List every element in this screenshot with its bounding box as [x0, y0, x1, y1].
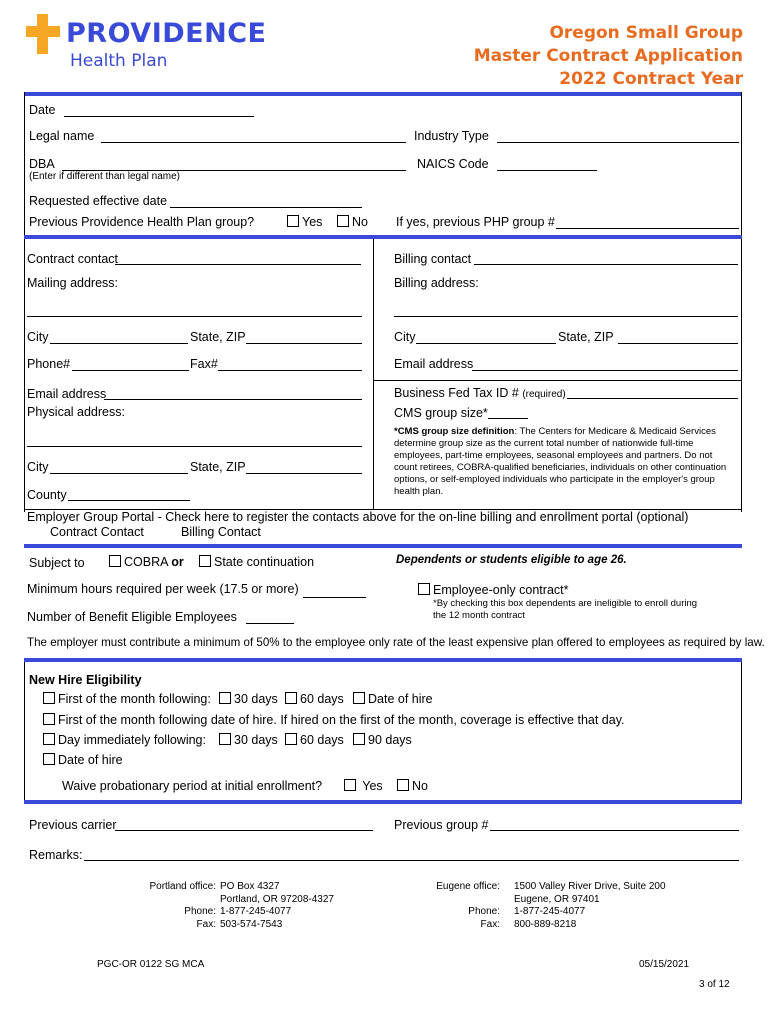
- employee-only-label: Employee-only contract: [433, 583, 564, 597]
- portland-fax: 503-574-7543: [220, 918, 283, 930]
- billing-state-zip-label: State, ZIP: [558, 330, 614, 344]
- title-line-1: Oregon Small Group: [549, 23, 743, 43]
- billing-address-label: Billing address:: [394, 276, 479, 290]
- previous-group-field[interactable]: [490, 830, 739, 831]
- min-hours-field[interactable]: [303, 597, 366, 598]
- cms-definition-title: *CMS group size definition: [394, 426, 515, 437]
- day-immediately-label: Day immediately following:: [58, 733, 206, 747]
- new-hire-border-left: [24, 662, 25, 800]
- day-immediately-row[interactable]: [43, 733, 206, 747]
- form-date: 05/15/2021: [639, 959, 690, 970]
- date-field[interactable]: [64, 116, 254, 117]
- form-border-right: [741, 92, 742, 512]
- state-continuation-checkbox[interactable]: [199, 555, 211, 567]
- first-of-month-label: First of the month following:: [58, 692, 211, 706]
- fax-field[interactable]: [218, 370, 362, 371]
- billing-contact-label: Billing contact: [394, 252, 472, 266]
- fom-30-option[interactable]: [219, 692, 278, 706]
- employee-only-checkbox[interactable]: [418, 583, 430, 595]
- yes-label: Yes: [302, 215, 323, 229]
- di-90-label: 90 days: [368, 733, 412, 747]
- billing-state-zip-field[interactable]: [618, 343, 738, 344]
- state-continuation-label: State continuation: [214, 555, 315, 569]
- portland-address-2: Portland, OR 97208-4327: [220, 893, 334, 905]
- mailing-address-field[interactable]: [27, 316, 362, 317]
- portland-phone-label: Phone:: [184, 906, 216, 917]
- fom-date-of-hire-label: Date of hire: [368, 692, 433, 706]
- first-of-month-checkbox[interactable]: [43, 692, 55, 704]
- state-zip-field[interactable]: [246, 343, 362, 344]
- effective-date-label: Requested effective date: [29, 194, 168, 208]
- employee-only-option[interactable]: [418, 583, 569, 597]
- portland-phone: 1-877-245-4077: [220, 906, 292, 917]
- naics-label: NAICS Code: [417, 157, 489, 171]
- logo-wordmark: PROVIDENCE: [66, 18, 267, 49]
- fom-60-label: 60 days: [300, 692, 344, 706]
- legal-name-field[interactable]: [101, 142, 406, 143]
- section-divider: [24, 658, 742, 662]
- remarks-field[interactable]: [84, 860, 739, 861]
- portal-billing-contact[interactable]: Billing Contact: [181, 525, 261, 539]
- portland-labels: [149, 881, 216, 931]
- billing-contact-field[interactable]: [474, 264, 738, 265]
- num-eligible-label: Number of Benefit Eligible Employees: [27, 610, 237, 624]
- title-line-3: 2022 Contract Year: [559, 69, 743, 89]
- di-30-option[interactable]: [219, 733, 278, 747]
- page-number: 3 of 12: [699, 979, 730, 990]
- page-title: [474, 22, 743, 91]
- eugene-address-2: Eugene, OR 97401: [514, 893, 600, 905]
- cobra-label: COBRA: [124, 555, 168, 569]
- dba-label: DBA: [29, 157, 55, 171]
- prev-group-no[interactable]: [337, 215, 368, 229]
- prev-php-field[interactable]: [556, 228, 739, 229]
- physical-address-field[interactable]: [27, 446, 362, 447]
- contract-contact-label: Contract contact: [27, 252, 119, 266]
- portal-text: Employer Group Portal - Check here to register the contacts above for the on-line billing and enrollment portal (optional): [27, 510, 689, 524]
- date-label: Date: [29, 103, 56, 117]
- di-90-option[interactable]: [353, 733, 412, 747]
- effective-date-field[interactable]: [170, 207, 362, 208]
- portland-office-label: Portland office:: [149, 881, 216, 892]
- state-continuation-option[interactable]: [199, 555, 314, 569]
- legal-name-label: Legal name: [29, 129, 95, 143]
- di-60-option[interactable]: [285, 733, 344, 747]
- column-divider: [373, 239, 374, 509]
- fom-date-of-hire-option[interactable]: [353, 692, 433, 706]
- di-30-label: 30 days: [234, 733, 278, 747]
- city-label-2: City: [27, 460, 49, 474]
- required-note: (required): [522, 389, 566, 400]
- di-60-checkbox[interactable]: [285, 733, 297, 745]
- state-zip-label-2: State, ZIP: [190, 460, 246, 474]
- cobra-option[interactable]: [109, 555, 184, 569]
- title-line-2: Master Contract Application: [473, 46, 743, 66]
- section-divider: [24, 235, 742, 239]
- date-of-hire-label: Date of hire: [58, 753, 123, 767]
- cobra-checkbox[interactable]: [109, 555, 121, 567]
- portland-values: [220, 881, 334, 931]
- eugene-phone: 1-877-245-4077: [514, 906, 586, 917]
- fom-60-option[interactable]: [285, 692, 344, 706]
- city-label: City: [27, 330, 49, 344]
- dba-note: (Enter if different than legal name): [29, 171, 181, 182]
- or-label: or: [171, 555, 184, 569]
- first-following-hire-label: First of the month following date of hire. If hired on the first of the month, coverage is effective that day.: [58, 713, 625, 727]
- subject-to-label: Subject to: [29, 556, 85, 570]
- cms-definition: [394, 426, 734, 498]
- mailing-address-label: Mailing address:: [27, 276, 119, 290]
- first-following-hire-row[interactable]: [43, 713, 625, 727]
- remarks-label: Remarks:: [29, 848, 83, 862]
- employee-only-note: *By checking this box dependents are ineligible to enroll during the 12 month contract: [433, 598, 698, 621]
- phone-field[interactable]: [72, 370, 189, 371]
- waive-label: Waive probationary period at initial enrollment?: [62, 779, 323, 793]
- new-hire-border-right: [741, 662, 742, 800]
- logo-subtitle: Health Plan: [70, 51, 168, 71]
- portland-fax-label: Fax:: [196, 918, 216, 930]
- form-border-left: [24, 92, 25, 512]
- email-field[interactable]: [104, 399, 362, 400]
- fax-label: Fax#: [190, 357, 218, 371]
- first-following-hire-checkbox[interactable]: [43, 713, 55, 725]
- eugene-fax-label: Fax:: [480, 918, 500, 930]
- fom-60-checkbox[interactable]: [285, 692, 297, 704]
- waive-no-option[interactable]: [397, 779, 428, 793]
- cms-definition-text: : The Centers for Medicare & Medicaid Services determine group size as the current total number of nationwide full-time employees, part-time employees, seasonal employees and partners. Do not count retirees, COBRA-qualified beneficiaries, individuals on other continuation options, or self-employed individuals who participate in the employer's group health plan.: [394, 426, 727, 497]
- city-field-2[interactable]: [50, 473, 188, 474]
- state-zip-label: State, ZIP: [190, 330, 246, 344]
- waive-yes-checkbox[interactable]: [344, 779, 356, 791]
- waive-no-checkbox[interactable]: [397, 779, 409, 791]
- county-field[interactable]: [68, 500, 190, 501]
- row-divider: [373, 380, 741, 381]
- no-label: No: [352, 215, 368, 229]
- new-hire-title: New Hire Eligibility: [29, 673, 142, 687]
- first-of-month-row[interactable]: [43, 692, 211, 706]
- day-immediately-checkbox[interactable]: [43, 733, 55, 745]
- previous-carrier-label: Previous carrier: [29, 818, 117, 832]
- yes-checkbox[interactable]: [287, 215, 299, 227]
- city-field[interactable]: [50, 343, 188, 344]
- waive-yes-label: Yes: [362, 779, 383, 793]
- di-60-label: 60 days: [300, 733, 344, 747]
- fed-tax-text: Business Fed Tax ID #: [394, 386, 519, 400]
- county-label: County: [27, 488, 67, 502]
- portland-address-1: PO Box 4327: [220, 881, 280, 892]
- eugene-address-1: 1500 Valley River Drive, Suite 200: [514, 881, 666, 892]
- section-divider: [24, 544, 742, 548]
- fed-tax-label: [394, 386, 566, 400]
- email-label: Email address: [27, 387, 107, 401]
- fom-30-checkbox[interactable]: [219, 692, 231, 704]
- billing-email-label: Email address: [394, 357, 474, 371]
- eugene-values: [514, 881, 666, 931]
- date-of-hire-row[interactable]: [43, 753, 123, 767]
- portal-contract-contact[interactable]: Contract Contact: [50, 525, 144, 539]
- contribution-note: The employer must contribute a minimum of 50% to the employee only rate of the least expensive plan offered to employees as required by law.: [27, 636, 765, 649]
- billing-email-field[interactable]: [472, 370, 738, 371]
- billing-city-label: City: [394, 330, 416, 344]
- eugene-fax: 800-889-8218: [514, 918, 577, 930]
- prev-group-yes[interactable]: [287, 215, 322, 229]
- prev-group-label: Previous Providence Health Plan group?: [29, 215, 255, 229]
- section-divider: [24, 92, 742, 96]
- industry-type-label: Industry Type: [414, 129, 489, 143]
- billing-city-field[interactable]: [416, 343, 556, 344]
- no-checkbox[interactable]: [337, 215, 349, 227]
- state-zip-field-2[interactable]: [246, 473, 362, 474]
- prev-php-label: If yes, previous PHP group #: [396, 215, 555, 229]
- providence-cross-icon: [26, 14, 60, 54]
- eugene-phone-label: Phone:: [468, 906, 500, 917]
- dependents-note: Dependents or students eligible to age 26.: [396, 554, 627, 566]
- cms-size-label: CMS group size*: [394, 406, 488, 420]
- phone-label: Phone#: [27, 357, 71, 371]
- form-id: PGC-OR 0122 SG MCA: [97, 959, 205, 970]
- section-divider: [24, 800, 742, 804]
- industry-type-field[interactable]: [497, 142, 739, 143]
- eugene-labels: [436, 881, 500, 931]
- cms-size-field[interactable]: [488, 418, 528, 419]
- billing-address-field[interactable]: [394, 316, 738, 317]
- di-30-checkbox[interactable]: [219, 733, 231, 745]
- previous-carrier-field[interactable]: [115, 830, 373, 831]
- fom-30-label: 30 days: [234, 692, 278, 706]
- num-eligible-field[interactable]: [246, 623, 294, 624]
- employee-only-star: *: [563, 583, 569, 597]
- di-90-checkbox[interactable]: [353, 733, 365, 745]
- fom-date-of-hire-checkbox[interactable]: [353, 692, 365, 704]
- contract-contact-field[interactable]: [115, 264, 361, 265]
- date-of-hire-checkbox[interactable]: [43, 753, 55, 765]
- min-hours-label: Minimum hours required per week (17.5 or more): [27, 582, 299, 596]
- naics-field[interactable]: [497, 170, 597, 171]
- physical-address-label: Physical address:: [27, 405, 125, 419]
- fed-tax-field[interactable]: [567, 398, 738, 399]
- waive-no-label: No: [412, 779, 428, 793]
- waive-yes-option[interactable]: [344, 779, 383, 793]
- eugene-office-label: Eugene office:: [436, 881, 500, 892]
- previous-group-label: Previous group #: [394, 818, 489, 832]
